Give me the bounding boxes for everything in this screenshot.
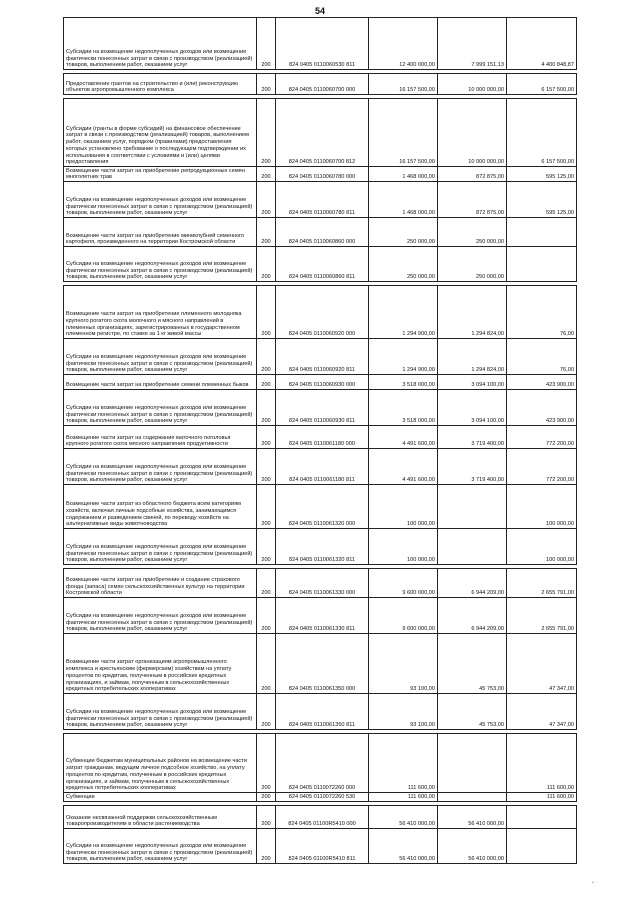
admin-code-cell: 200 (257, 529, 276, 565)
budget-code-cell: 824 0405 0110061320 000 (276, 485, 369, 529)
row-name-cell: Субсидии на возмещение недополученных доходов или возмещение фактически понесенных затрат в связи с производством (реализацией) товаров, выполнением работ, оказанием услуг (64, 18, 257, 70)
unexecuted-amount-cell: 772 200,00 (507, 426, 577, 449)
row-name-cell: Субвенции (64, 793, 257, 802)
approved-amount-cell: 56 410 000,00 (369, 806, 438, 829)
row-name-cell: Возмещение части затрат на приобретение миниклубней семенного картофеля, произведенного на территории Костромской области (64, 218, 257, 247)
row-name-cell: Возмещение части затрат из областного бюджета всем категориям хозяйств, включая личные подсобные хозяйства, занимающимся содержанием и разведением свиней, по переводу хозяйств на альтернативные виды животноводства (64, 485, 257, 529)
executed-amount-cell: 250 000,00 (438, 247, 507, 282)
table-row (64, 339, 577, 375)
budget-execution-table (63, 17, 577, 864)
row-name-cell: Возмещение части затрат на содержание маточного поголовья крупного рогатого скота мясного направления продуктивности (64, 426, 257, 449)
table-row (64, 793, 577, 802)
admin-code-cell: 200 (257, 375, 276, 390)
table-row (64, 375, 577, 390)
executed-amount-cell (438, 529, 507, 565)
row-name-cell: Оказание несвязанной поддержки сельскохозяйственным товаропроизводителям в области растениеводства (64, 806, 257, 829)
budget-code-cell: 824 0405 0110061180 811 (276, 449, 369, 485)
unexecuted-amount-cell: 4 400 848,87 (507, 18, 577, 70)
approved-amount-cell: 1 468 000,00 (369, 182, 438, 218)
approved-amount-cell: 111 600,00 (369, 734, 438, 793)
budget-code-cell: 824 0405 0110061320 811 (276, 529, 369, 565)
executed-amount-cell: 3 719 400,00 (438, 449, 507, 485)
admin-code-cell: 200 (257, 167, 276, 182)
unexecuted-amount-cell: 100 000,00 (507, 485, 577, 529)
approved-amount-cell: 16 157 500,00 (369, 99, 438, 167)
table-row (64, 247, 577, 282)
admin-code-cell: 200 (257, 829, 276, 864)
admin-code-cell: 200 (257, 806, 276, 829)
budget-code-cell: 824 0405 0110060530 811 (276, 18, 369, 70)
executed-amount-cell: 872 875,00 (438, 182, 507, 218)
approved-amount-cell: 100 000,00 (369, 485, 438, 529)
executed-amount-cell: 45 753,00 (438, 634, 507, 694)
unexecuted-amount-cell: 76,00 (507, 286, 577, 339)
admin-code-cell: 200 (257, 569, 276, 598)
table-row (64, 734, 577, 793)
table-row (64, 485, 577, 529)
budget-code-cell: 824 0405 0110061330 811 (276, 598, 369, 634)
unexecuted-amount-cell (507, 829, 577, 864)
row-name-cell: Субсидии на возмещение недополученных доходов или возмещение фактически понесенных затрат в связи с производством (реализацией) товаров, выполнением работ, оказанием услуг (64, 182, 257, 218)
executed-amount-cell: 250 000,00 (438, 218, 507, 247)
approved-amount-cell: 56 410 000,00 (369, 829, 438, 864)
table-row (64, 99, 577, 167)
row-name-cell: Субсидии на возмещение недополученных доходов или возмещение фактически понесенных затрат в связи с производством (реализацией) товаров, выполнением работ, оказанием услуг (64, 247, 257, 282)
row-name-cell: Возмещение части затрат на приобретение репродукционных семян многолетних трав (64, 167, 257, 182)
unexecuted-amount-cell: 6 157 500,00 (507, 74, 577, 95)
row-name-cell: Субвенции бюджетам муниципальных районов на возмещение части затрат гражданам, ведущим личное подсобное хозяйство, на уплату процентов по кредитам, полученным в российских кредитных организациях, и займам, полученным в сельскохозяйственных кредитных потребительских кооперативах (64, 734, 257, 793)
unexecuted-amount-cell: 2 655 791,00 (507, 569, 577, 598)
approved-amount-cell: 9 600 000,00 (369, 598, 438, 634)
row-name-cell: Субсидии на возмещение недополученных доходов или возмещение фактически понесенных затрат в связи с производством (реализацией) товаров, выполнением работ, оказанием услуг (64, 829, 257, 864)
executed-amount-cell: 3 719 400,00 (438, 426, 507, 449)
approved-amount-cell: 93 100,00 (369, 634, 438, 694)
unexecuted-amount-cell: 2 655 791,00 (507, 598, 577, 634)
table-row (64, 449, 577, 485)
executed-amount-cell: 3 094 100,00 (438, 390, 507, 426)
executed-amount-cell: 6 944 209,00 (438, 598, 507, 634)
executed-amount-cell (438, 485, 507, 529)
table-row (64, 18, 577, 70)
unexecuted-amount-cell: 6 157 500,00 (507, 99, 577, 167)
approved-amount-cell: 12 400 000,00 (369, 18, 438, 70)
approved-amount-cell: 111 600,00 (369, 793, 438, 802)
executed-amount-cell: 1 294 824,00 (438, 286, 507, 339)
approved-amount-cell: 1 468 000,00 (369, 167, 438, 182)
unexecuted-amount-cell (507, 218, 577, 247)
table-row (64, 426, 577, 449)
budget-code-cell: 824 0405 0110060700 000 (276, 74, 369, 95)
budget-code-cell: 824 0405 0110060860 000 (276, 218, 369, 247)
table-row (64, 182, 577, 218)
table-row (64, 598, 577, 634)
row-name-cell: Субсидии на возмещение недополученных доходов или возмещение фактически понесенных затрат в связи с производством (реализацией) товаров, выполнением работ, оказанием услуг (64, 529, 257, 565)
row-name-cell: Возмещение части затрат организациям агропромышленного комплекса и крестьянским (фермерским) хозяйствам на уплату процентов по кредитам, полученным в российских кредитных организациях, и займам, полученным в сельскохозяйственных кредитных потребительских кооперативах (64, 634, 257, 694)
admin-code-cell: 200 (257, 694, 276, 730)
budget-code-cell: 824 0405 0110061330 000 (276, 569, 369, 598)
table-row (64, 390, 577, 426)
executed-amount-cell: 56 410 000,00 (438, 806, 507, 829)
budget-code-cell: 824 0405 0110061350 000 (276, 634, 369, 694)
scan-mark: • · (592, 880, 597, 886)
executed-amount-cell (438, 793, 507, 802)
unexecuted-amount-cell: 595 125,00 (507, 167, 577, 182)
admin-code-cell: 200 (257, 286, 276, 339)
table-row (64, 694, 577, 730)
table-row (64, 806, 577, 829)
table-row (64, 634, 577, 694)
row-name-cell: Субсидии на возмещение недополученных доходов или возмещение фактически понесенных затрат в связи с производством (реализацией) товаров, выполнением работ, оказанием услуг (64, 390, 257, 426)
budget-code-cell: 824 0405 0110060780 000 (276, 167, 369, 182)
executed-amount-cell (438, 734, 507, 793)
unexecuted-amount-cell (507, 247, 577, 282)
executed-amount-cell: 10 000 000,00 (438, 74, 507, 95)
admin-code-cell: 200 (257, 426, 276, 449)
admin-code-cell: 200 (257, 793, 276, 802)
approved-amount-cell: 250 000,00 (369, 218, 438, 247)
unexecuted-amount-cell: 111 600,00 (507, 734, 577, 793)
table-body (64, 18, 577, 864)
approved-amount-cell: 16 157 500,00 (369, 74, 438, 95)
unexecuted-amount-cell (507, 806, 577, 829)
table-row (64, 74, 577, 95)
row-name-cell: Субсидии на возмещение недополученных доходов или возмещение фактически понесенных затрат в связи с производством (реализацией) товаров, выполнением работ, оказанием услуг (64, 598, 257, 634)
table-row (64, 167, 577, 182)
executed-amount-cell: 872 875,00 (438, 167, 507, 182)
budget-code-cell: 824 0405 0110060780 811 (276, 182, 369, 218)
budget-code-cell: 824 0405 0110060920 000 (276, 286, 369, 339)
admin-code-cell: 200 (257, 449, 276, 485)
approved-amount-cell: 3 518 000,00 (369, 390, 438, 426)
budget-code-cell: 824 0405 0110061180 000 (276, 426, 369, 449)
row-name-cell: Субсидии на возмещение недополученных доходов или возмещение фактически понесенных затрат в связи с производством (реализацией) товаров, выполнением работ, оказанием услуг (64, 449, 257, 485)
executed-amount-cell: 56 410 000,00 (438, 829, 507, 864)
budget-code-cell: 824 0405 0110061350 811 (276, 694, 369, 730)
unexecuted-amount-cell: 595 125,00 (507, 182, 577, 218)
approved-amount-cell: 9 600 000,00 (369, 569, 438, 598)
executed-amount-cell: 3 094 100,00 (438, 375, 507, 390)
admin-code-cell: 200 (257, 218, 276, 247)
admin-code-cell: 200 (257, 74, 276, 95)
row-name-cell: Возмещение части затрат на приобретение племенного молодняка крупного рогатого скота молочного и мясного направлений в племенных организациях, зарегистрированных в государственном племенном регистре, по ставке за 1 кг живой массы (64, 286, 257, 339)
approved-amount-cell: 93 100,00 (369, 694, 438, 730)
executed-amount-cell: 10 000 000,00 (438, 99, 507, 167)
admin-code-cell: 200 (257, 734, 276, 793)
table-row (64, 529, 577, 565)
admin-code-cell: 200 (257, 247, 276, 282)
budget-code-cell: 824 0405 0110060930 811 (276, 390, 369, 426)
budget-code-cell: 824 0405 0110060700 812 (276, 99, 369, 167)
admin-code-cell: 200 (257, 634, 276, 694)
executed-amount-cell: 45 753,00 (438, 694, 507, 730)
approved-amount-cell: 1 294 900,00 (369, 286, 438, 339)
row-name-cell: Субсидии на возмещение недополученных доходов или возмещение фактически понесенных затрат в связи с производством (реализацией) товаров, выполнением работ, оказанием услуг (64, 339, 257, 375)
admin-code-cell: 200 (257, 598, 276, 634)
admin-code-cell: 200 (257, 18, 276, 70)
page-number: 54 (314, 6, 325, 16)
budget-code-cell: 824 0405 0110072260 000 (276, 734, 369, 793)
approved-amount-cell: 3 518 000,00 (369, 375, 438, 390)
unexecuted-amount-cell: 47 347,00 (507, 694, 577, 730)
approved-amount-cell: 250 000,00 (369, 247, 438, 282)
budget-code-cell: 824 0405 0110060930 000 (276, 375, 369, 390)
approved-amount-cell: 4 491 600,00 (369, 426, 438, 449)
row-name-cell: Субсидии на возмещение недополученных доходов или возмещение фактически понесенных затрат в связи с производством (реализацией) товаров, выполнением работ, оказанием услуг (64, 694, 257, 730)
unexecuted-amount-cell: 47 347,00 (507, 634, 577, 694)
row-name-cell: Возмещение части затрат на приобретение и создание страхового фонда (запаса) семян сельскохозяйственных культур на территории Костромской области (64, 569, 257, 598)
budget-code-cell: 824 0405 0110060920 811 (276, 339, 369, 375)
admin-code-cell: 200 (257, 182, 276, 218)
admin-code-cell: 200 (257, 390, 276, 426)
admin-code-cell: 200 (257, 339, 276, 375)
unexecuted-amount-cell: 772 200,00 (507, 449, 577, 485)
admin-code-cell: 200 (257, 99, 276, 167)
unexecuted-amount-cell: 423 900,00 (507, 375, 577, 390)
table-row (64, 569, 577, 598)
budget-code-cell: 824 0405 0110060860 811 (276, 247, 369, 282)
row-name-cell: Субсидии (гранты в форме субсидий) на финансовое обеспечение затрат в связи с производством (реализацией) товаров, выполнением работ, оказанием услуг, порядком (правилами) предоставления которых установлено требование о последующем подтверждении их использования в соответствии с условиями и (или) целями предоставления (64, 99, 257, 167)
approved-amount-cell: 1 294 900,00 (369, 339, 438, 375)
executed-amount-cell: 7 999 151,13 (438, 18, 507, 70)
executed-amount-cell: 1 294 824,00 (438, 339, 507, 375)
unexecuted-amount-cell: 423 900,00 (507, 390, 577, 426)
table-row (64, 218, 577, 247)
executed-amount-cell: 6 944 209,00 (438, 569, 507, 598)
budget-code-cell: 824 0405 01100R5410 811 (276, 829, 369, 864)
unexecuted-amount-cell: 111 600,00 (507, 793, 577, 802)
admin-code-cell: 200 (257, 485, 276, 529)
approved-amount-cell: 100 000,00 (369, 529, 438, 565)
approved-amount-cell: 4 491 600,00 (369, 449, 438, 485)
row-name-cell: Возмещение части затрат на приобретение семени племенных быков (64, 375, 257, 390)
budget-code-cell: 824 0405 0110072260 530 (276, 793, 369, 802)
unexecuted-amount-cell: 76,00 (507, 339, 577, 375)
budget-code-cell: 824 0405 01100R5410 000 (276, 806, 369, 829)
unexecuted-amount-cell: 100 000,00 (507, 529, 577, 565)
table-row (64, 286, 577, 339)
row-name-cell: Предоставление грантов на строительство и (или) реконструкцию объектов агропромышленного комплекса (64, 74, 257, 95)
table-row (64, 829, 577, 864)
